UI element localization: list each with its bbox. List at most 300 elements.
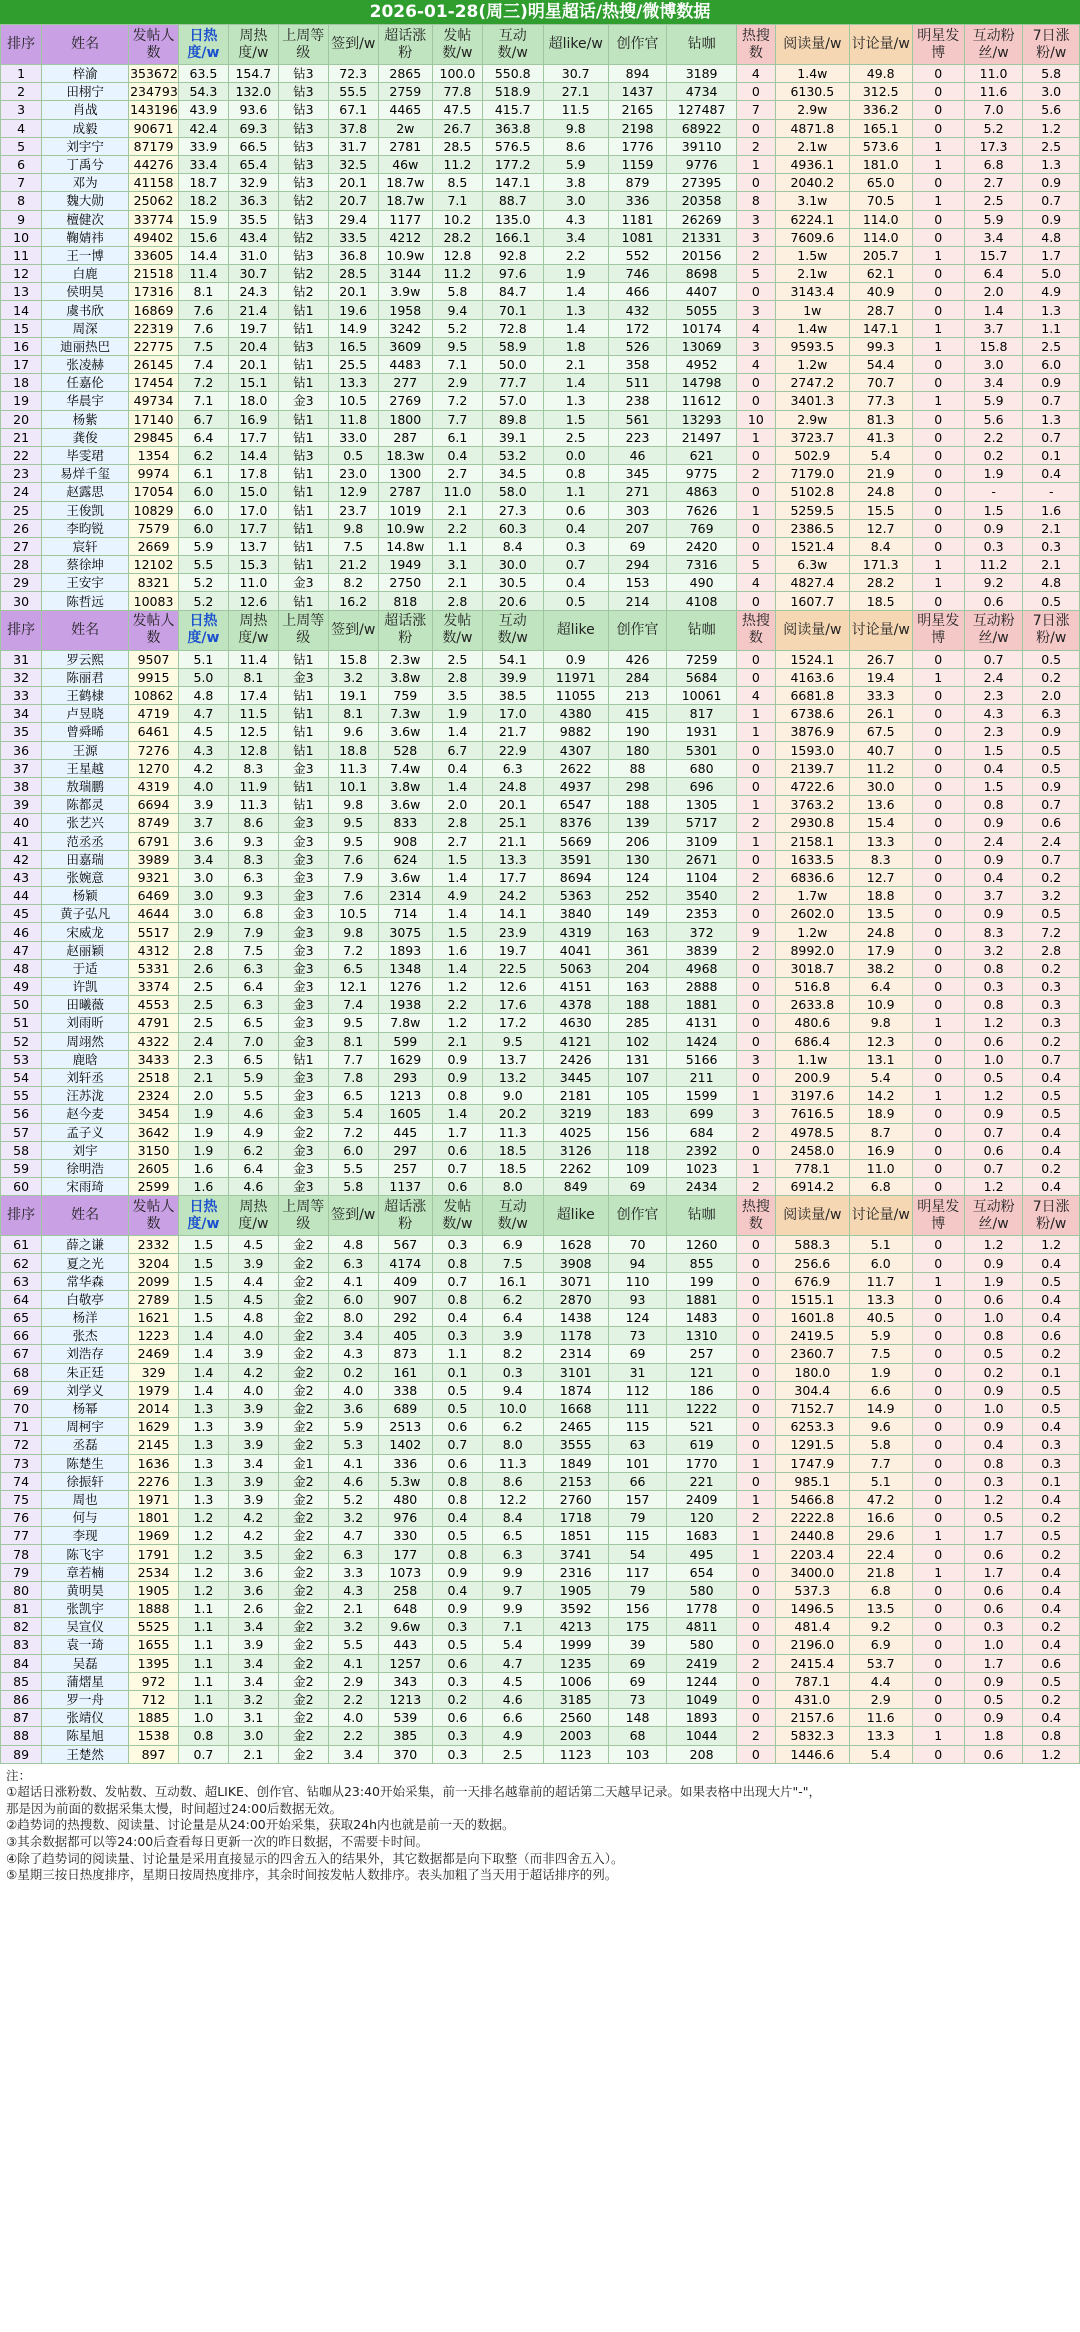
table-cell: 200.9 [775, 1068, 849, 1086]
table-cell: 金3 [278, 832, 328, 850]
table-cell: 0.9 [432, 1050, 482, 1068]
table-cell: 2.1w [775, 137, 849, 155]
table-cell: 0.4 [1023, 1709, 1080, 1727]
table-cell: 102 [608, 1032, 667, 1050]
table-cell: 19.1 [328, 687, 378, 705]
table-cell: 6.2 [228, 1141, 278, 1159]
table-cell: 345 [608, 465, 667, 483]
table-cell: 0 [912, 1581, 964, 1599]
table-cell: 钻3 [278, 101, 328, 119]
table-cell: 28.2 [432, 228, 482, 246]
table-cell: 100.0 [432, 65, 482, 83]
table-cell: 1.0 [178, 1709, 228, 1727]
table-cell: 143196 [130, 102, 178, 118]
table-cell: 0.9 [1023, 777, 1080, 795]
table-cell: 4734 [667, 83, 736, 101]
column-header: 发帖数/w [432, 25, 482, 65]
table-cell: 5517 [129, 923, 179, 941]
table-cell: 11.3 [482, 1123, 543, 1141]
table-cell: 钻2 [278, 192, 328, 210]
table-cell: 4.2 [178, 759, 228, 777]
table-cell: 11055 [543, 687, 608, 705]
table-cell: 0 [912, 1472, 964, 1490]
table-cell: 5.4 [849, 446, 912, 464]
table-cell: 9882 [543, 723, 608, 741]
table-cell: 6836.6 [775, 868, 849, 886]
table-cell: 4553 [129, 996, 179, 1014]
table-cell: 4.3 [964, 705, 1023, 723]
table-cell: 466 [608, 283, 667, 301]
table-cell: 68 [608, 1727, 667, 1745]
table-cell: 186 [667, 1381, 736, 1399]
table-cell: 2.5 [1023, 137, 1080, 155]
table-cell: 44 [1, 887, 42, 905]
table-cell: 480.6 [775, 1014, 849, 1032]
table-cell: 0.8 [543, 465, 608, 483]
table-cell: 2759 [378, 83, 432, 101]
table-cell: 0.7 [964, 1123, 1023, 1141]
table-cell: 金3 [278, 814, 328, 832]
table-cell: 183 [608, 1105, 667, 1123]
table-cell: 0 [912, 1327, 964, 1345]
table-cell: 696 [667, 777, 736, 795]
table-cell: 11.5 [543, 101, 608, 119]
table-cell: 33605 [129, 246, 179, 264]
table-cell: 金3 [278, 574, 328, 592]
table-cell: 550.8 [482, 65, 543, 83]
table-cell: 37 [1, 759, 42, 777]
table-cell: 87179 [129, 137, 179, 155]
table-cell: 684 [667, 1123, 736, 1141]
table-cell: 6.8 [964, 155, 1023, 173]
table-row [1, 705, 1080, 723]
table-cell: 1.0 [964, 1399, 1023, 1417]
table-cell: 朱正廷 [42, 1363, 129, 1381]
table-cell: 52 [1, 1032, 42, 1050]
table-cell: 44276 [129, 155, 179, 173]
table-cell: 0 [736, 392, 775, 410]
table-cell: 30.0 [482, 556, 543, 574]
table-cell: 金3 [278, 759, 328, 777]
table-cell: 0.3 [1023, 537, 1080, 555]
table-cell: 0.6 [1023, 1327, 1080, 1345]
table-cell: 0.4 [432, 1581, 482, 1599]
table-cell: 69 [608, 1654, 667, 1672]
table-cell: 0.4 [1023, 1490, 1080, 1508]
table-cell: 0 [736, 668, 775, 686]
table-cell: 0 [912, 1545, 964, 1563]
table-cell: 金2 [278, 1618, 328, 1636]
table-cell: 676.9 [775, 1272, 849, 1290]
table-cell: 4 [736, 574, 775, 592]
table-cell: 宋雨琦 [42, 1178, 129, 1196]
table-cell: 3609 [378, 337, 432, 355]
column-header: 周热度/w [228, 1196, 278, 1236]
table-cell: 9.6 [849, 1418, 912, 1436]
table-cell: 0.3 [432, 1618, 482, 1636]
table-cell: 5.4 [849, 1745, 912, 1763]
table-cell: 18.3w [378, 446, 432, 464]
table-cell: 27.3 [482, 501, 543, 519]
table-row [1, 1709, 1080, 1727]
table-cell: 20.4 [228, 337, 278, 355]
table-cell: 118 [608, 1141, 667, 1159]
table-cell: 虞书欣 [42, 301, 129, 319]
table-cell: 6791 [129, 832, 179, 850]
table-cell: 18.7w [378, 192, 432, 210]
notes-section [0, 1764, 1080, 1888]
table-cell: 0.3 [432, 1236, 482, 1254]
table-cell: 11.3 [328, 759, 378, 777]
table-cell: 2.4 [964, 668, 1023, 686]
table-cell: 钻1 [278, 723, 328, 741]
table-cell: 2392 [667, 1141, 736, 1159]
table-cell: 0.9 [432, 1563, 482, 1581]
table-cell: 9.3 [228, 832, 278, 850]
table-cell: 0 [736, 1672, 775, 1690]
table-cell: 17.7 [228, 519, 278, 537]
table-cell: 8.1 [328, 1032, 378, 1050]
table-cell: 金3 [278, 1105, 328, 1123]
table-cell: 3989 [129, 850, 179, 868]
table-cell: 79 [608, 1509, 667, 1527]
table-cell: 鞠婧祎 [42, 228, 129, 246]
table-cell: 415.7 [482, 101, 543, 119]
table-cell: 蔡徐坤 [42, 556, 129, 574]
table-cell: 3.0 [178, 868, 228, 886]
table-cell: 3.9 [228, 1636, 278, 1654]
table-cell: 15.7 [964, 246, 1023, 264]
table-cell: 1 [736, 1545, 775, 1563]
table-cell: 杨紫 [42, 410, 129, 428]
table-cell: 3445 [543, 1068, 608, 1086]
table-cell: 3.2 [964, 941, 1023, 959]
table-cell: 1538 [129, 1727, 179, 1745]
table-cell: 1.9 [964, 465, 1023, 483]
table-cell: 16.5 [328, 337, 378, 355]
table-cell: 0 [736, 741, 775, 759]
table-cell: 6.5 [228, 1014, 278, 1032]
table-row [1, 1745, 1080, 1763]
table-cell: 金2 [278, 1636, 328, 1654]
table-cell: 190 [608, 723, 667, 741]
table-cell: 73 [608, 1690, 667, 1708]
table-cell: 78 [1, 1545, 42, 1563]
table-cell: 1081 [608, 228, 667, 246]
table-cell: 陈都灵 [42, 796, 129, 814]
table-cell: 2.0 [432, 796, 482, 814]
table-cell: 0 [912, 1490, 964, 1508]
table-cell: 2.1 [543, 356, 608, 374]
column-header: 钻咖 [667, 1196, 736, 1236]
table-cell: 2.1 [432, 501, 482, 519]
table-cell: 8376 [543, 814, 608, 832]
table-cell: 5.6 [964, 410, 1023, 428]
table-cell: 5.6 [1023, 101, 1080, 119]
table-cell: 金2 [278, 1745, 328, 1763]
table-cell: 18.9 [849, 1105, 912, 1123]
table-cell: 8.1 [178, 283, 228, 301]
table-cell: 124 [608, 868, 667, 886]
table-cell: 37.8 [328, 119, 378, 137]
table-cell: 1605 [378, 1105, 432, 1123]
table-cell: 502.9 [775, 446, 849, 464]
table-cell: 11971 [543, 668, 608, 686]
table-cell: 2 [1, 83, 42, 101]
table-cell: 46 [608, 446, 667, 464]
table-cell: 304.4 [775, 1381, 849, 1399]
table-cell: 4.2 [228, 1527, 278, 1545]
table-cell: 495 [667, 1545, 736, 1563]
table-cell: 2930.8 [775, 814, 849, 832]
table-cell: 金3 [278, 1178, 328, 1196]
table-cell: 6.3 [1023, 705, 1080, 723]
table-cell: 41158 [129, 174, 179, 192]
table-cell: 13069 [667, 337, 736, 355]
table-cell: 3144 [378, 265, 432, 283]
table-cell: 0 [736, 374, 775, 392]
table-cell: 0 [912, 1105, 964, 1123]
table-cell: 6.7 [432, 741, 482, 759]
table-cell: 4722.6 [775, 777, 849, 795]
table-cell: 1276 [378, 978, 432, 996]
table-cell: 205.7 [849, 246, 912, 264]
table-cell: 0.4 [432, 1509, 482, 1527]
table-row [1, 1399, 1080, 1417]
table-cell: 11 [1, 246, 42, 264]
table-cell: 77.3 [849, 392, 912, 410]
table-cell: 金3 [278, 392, 328, 410]
table-cell: 1.3 [178, 1472, 228, 1490]
table-cell: 5.8 [328, 1178, 378, 1196]
table-cell: 金3 [278, 1141, 328, 1159]
table-cell: 10.2 [432, 210, 482, 228]
table-cell: 2.2 [328, 1690, 378, 1708]
column-header: 上周等级 [278, 1196, 328, 1236]
table-cell: 5055 [667, 301, 736, 319]
table-cell: 2.5 [432, 650, 482, 668]
table-cell: 0.6 [543, 501, 608, 519]
table-cell: 8.7 [849, 1123, 912, 1141]
table-cell: 0.7 [964, 1159, 1023, 1177]
table-cell: 7.4 [178, 356, 228, 374]
table-cell: 1.4 [543, 374, 608, 392]
table-cell: 16.6 [849, 1509, 912, 1527]
table-cell: 4 [736, 319, 775, 337]
table-cell: 1438 [543, 1309, 608, 1327]
table-cell: 9.6w [378, 1618, 432, 1636]
table-cell: 0.7 [432, 1436, 482, 1454]
table-cell: 5.9 [328, 1418, 378, 1436]
table-cell: 张艺兴 [42, 814, 129, 832]
table-cell: 3.9 [228, 1399, 278, 1417]
table-cell: 10.0 [482, 1399, 543, 1417]
table-cell: 11.0 [849, 1159, 912, 1177]
table-cell: 陈星旭 [42, 1727, 129, 1745]
table-cell: 3555 [543, 1436, 608, 1454]
table-cell: 3.6 [228, 1563, 278, 1581]
table-cell: 0 [912, 741, 964, 759]
column-header: 排序 [1, 1196, 42, 1236]
table-cell: 14.8w [378, 537, 432, 555]
table-cell: 2165 [608, 101, 667, 119]
table-row [1, 1327, 1080, 1345]
table-cell: 1 [1, 65, 42, 83]
table-cell: 21.2 [328, 556, 378, 574]
table-cell: 297 [378, 1141, 432, 1159]
table-row [1, 501, 1080, 519]
table-cell: 83 [1, 1636, 42, 1654]
table-cell: 2014 [129, 1399, 179, 1417]
table-cell: 0.6 [1023, 814, 1080, 832]
table-cell: 29.6 [849, 1527, 912, 1545]
table-cell: 1 [736, 1159, 775, 1177]
table-cell: 0.5 [1023, 759, 1080, 777]
table-cell: 6.3 [328, 1545, 378, 1563]
table-cell: 1.2 [178, 1509, 228, 1527]
table-cell: 0 [912, 501, 964, 519]
column-header: 7日涨粉/w [1023, 610, 1080, 650]
table-row [1, 392, 1080, 410]
table-cell: 2145 [129, 1436, 179, 1454]
table-cell: 2781 [378, 137, 432, 155]
table-cell: 599 [378, 1032, 432, 1050]
table-cell: 17.0 [228, 501, 278, 519]
table-cell: 0 [736, 119, 775, 137]
table-row [1, 1068, 1080, 1086]
table-cell: 63 [1, 1272, 42, 1290]
table-cell: 5.1 [849, 1472, 912, 1490]
table-cell: 14.9 [328, 319, 378, 337]
table-cell: 0.9 [964, 905, 1023, 923]
table-cell: 897 [129, 1745, 179, 1763]
table-cell: 0 [912, 356, 964, 374]
table-cell: 钻3 [278, 65, 328, 83]
table-row [1, 1123, 1080, 1141]
table-cell: 2 [736, 1654, 775, 1672]
table-cell: 1.0 [964, 1050, 1023, 1068]
table-cell: 7.3w [378, 705, 432, 723]
table-cell: 4380 [543, 705, 608, 723]
table-cell: 7.5 [178, 337, 228, 355]
table-cell: 0.8 [964, 796, 1023, 814]
table-cell: 64 [1, 1290, 42, 1308]
table-cell: 5.2 [432, 319, 482, 337]
table-cell: 127487 [667, 101, 736, 119]
table-cell: 15.9 [178, 210, 228, 228]
table-cell: 1213 [378, 1087, 432, 1105]
table-cell: 1629 [129, 1418, 179, 1436]
table-cell: 20.1 [328, 283, 378, 301]
table-cell: 2.7 [432, 832, 482, 850]
table-cell: 1881 [667, 1290, 736, 1308]
table-cell: 43 [1, 868, 42, 886]
table-cell: 4.3 [328, 1345, 378, 1363]
stats-table [0, 24, 1080, 1764]
table-cell: 17054 [129, 483, 179, 501]
table-cell: 金3 [278, 978, 328, 996]
table-cell: 5669 [543, 832, 608, 850]
table-cell: 13.3 [482, 850, 543, 868]
table-cell: 25062 [129, 192, 179, 210]
table-cell: 钻1 [278, 741, 328, 759]
table-cell: 5.0 [1023, 265, 1080, 283]
table-cell: 0 [736, 759, 775, 777]
column-header: 上周等级 [278, 25, 328, 65]
table-cell: 钻2 [278, 228, 328, 246]
table-cell: 39110 [667, 137, 736, 155]
table-cell: 3.1w [775, 192, 849, 210]
table-cell: 13.5 [849, 905, 912, 923]
table-cell: 833 [378, 814, 432, 832]
table-cell: 1885 [129, 1709, 179, 1727]
column-header: 日热度/w [178, 25, 228, 65]
table-cell: 7.2 [432, 392, 482, 410]
table-cell: 443 [378, 1636, 432, 1654]
table-cell: 3.0 [178, 905, 228, 923]
table-cell: 3143.4 [775, 283, 849, 301]
table-cell: 0.4 [432, 759, 482, 777]
table-row [1, 101, 1080, 119]
table-cell: 0.5 [964, 1690, 1023, 1708]
table-cell: 6.3 [228, 959, 278, 977]
table-cell: 4.8 [178, 687, 228, 705]
table-cell: 2262 [543, 1159, 608, 1177]
table-row [1, 1545, 1080, 1563]
table-cell: 钻1 [278, 301, 328, 319]
table-cell: 4.3 [178, 741, 228, 759]
table-cell: 580 [667, 1581, 736, 1599]
table-cell: 刘雨昕 [42, 1014, 129, 1032]
table-cell: 9.5 [328, 832, 378, 850]
table-cell: 1629 [378, 1050, 432, 1068]
column-header: 超like [543, 1196, 608, 1236]
table-cell: 89 [1, 1745, 42, 1763]
table-cell: 6738.6 [775, 705, 849, 723]
table-row [1, 1454, 1080, 1472]
table-cell: 28.5 [328, 265, 378, 283]
table-cell: 0.6 [964, 592, 1023, 610]
table-cell: 57 [1, 1123, 42, 1141]
table-cell: 2.4 [178, 1032, 228, 1050]
table-cell: 3.7 [178, 814, 228, 832]
table-cell: 3.0 [178, 887, 228, 905]
table-cell: 0.4 [432, 1309, 482, 1327]
table-cell: 70.7 [849, 374, 912, 392]
column-header: 姓名 [42, 25, 129, 65]
table-cell: 王安宇 [42, 574, 129, 592]
table-cell: 23.0 [328, 465, 378, 483]
table-cell: 12.6 [482, 978, 543, 996]
table-cell: 1 [912, 1272, 964, 1290]
table-cell: 1633.5 [775, 850, 849, 868]
table-cell: 3.2 [228, 1690, 278, 1708]
table-cell: 2870 [543, 1290, 608, 1308]
table-cell: 6.8 [849, 1178, 912, 1196]
table-cell: 58.9 [482, 337, 543, 355]
table-cell: 0.3 [432, 1672, 482, 1690]
table-cell: 0.5 [432, 1381, 482, 1399]
table-cell: 1683 [667, 1527, 736, 1545]
table-cell: 481.4 [775, 1618, 849, 1636]
table-cell: 29.4 [328, 210, 378, 228]
table-cell: 6.5 [328, 1087, 378, 1105]
table-cell: 2181 [543, 1087, 608, 1105]
table-cell: 2.9 [178, 923, 228, 941]
table-cell: 2332 [129, 1236, 179, 1254]
table-cell: 金2 [278, 1581, 328, 1599]
table-cell: 刘宇宁 [42, 137, 129, 155]
